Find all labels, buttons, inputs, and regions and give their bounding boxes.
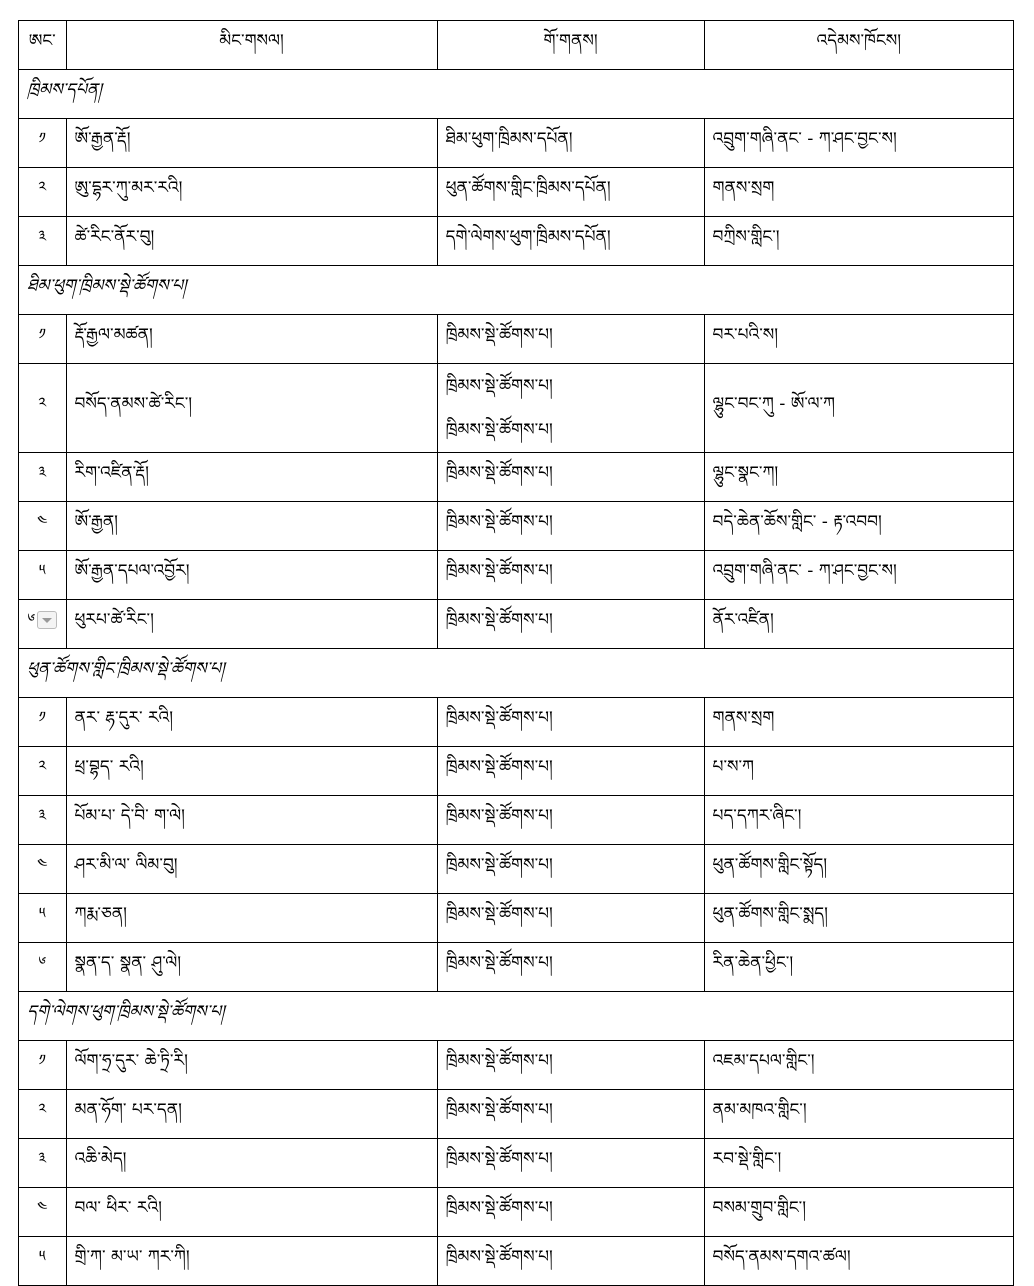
row-position: ཁྲིམས་སྡེ་ཚོགས་པ། [437, 943, 704, 992]
row-position: དགེ་ལེགས་ཕུག་ཁྲིམས་དཔོན། [437, 217, 704, 266]
table-row [19, 1041, 1014, 1090]
row-constituency: པ་ས་ཀ [704, 747, 1013, 796]
row-position: ཁྲིམས་སྡེ་ཚོགས་པ། [437, 1090, 704, 1139]
row-constituency: འབྲུག་གཞི་ནང་ - ཀ་ཤང་བྱང་ས། [704, 119, 1013, 168]
row-position-line: ཁྲིམས་སྡེ་ཚོགས་པ། [445, 420, 553, 440]
row-name: འཆི་མེད། [66, 1139, 437, 1188]
row-position: ཁྲིམས་སྡེ་ཚོགས་པ། [437, 747, 704, 796]
row-position: ཁྲིམས་སྡེ་ཚོགས་པ། [437, 894, 704, 943]
row-number: ༣ [19, 217, 67, 266]
row-constituency: ནམ་མཁའ་གླིང་། [704, 1090, 1013, 1139]
row-name: སྣན་ད་ སྣན་ ཤུ་ལེ། [66, 943, 437, 992]
group-heading-row [19, 70, 1014, 119]
row-number: ༥ [19, 894, 67, 943]
row-position: ཁྲིམས་སྡེ་ཚོགས་པ། [437, 502, 704, 551]
table-row [19, 747, 1014, 796]
row-name: ཨོ་རྒྱན་དཔལ་འབྱོར། [66, 551, 437, 600]
row-number: ༤ [19, 1188, 67, 1237]
row-constituency: རབ་སྡེ་གླིང་། [704, 1139, 1013, 1188]
row-constituency: འབྲུག་གཞི་ནང་ - ཀ་ཤང་བྱང་ས། [704, 551, 1013, 600]
row-constituency: གནས་སྲག [704, 698, 1013, 747]
table-row [19, 217, 1014, 266]
header-position: གོ་གནས། [437, 21, 704, 70]
row-name: ཚེ་རིང་ནོར་བུ། [66, 217, 437, 266]
row-position: ཁྲིམས་སྡེ་ཚོགས་པ། [437, 600, 704, 649]
table-row [19, 168, 1014, 217]
row-position: ཁྲིམས་སྡེ་ཚོགས་པ། [437, 1041, 704, 1090]
group-heading: དགེ་ལེགས་ཕུག་ཁྲིམས་སྡེ་ཚོགས་པ། [19, 992, 1014, 1041]
row-number: ༢ [19, 747, 67, 796]
row-position: ཁྲིམས་སྡེ་ཚོགས་པ། [437, 1237, 704, 1286]
table-row [19, 364, 1014, 453]
row-constituency: འཇམ་དཔལ་གླིང་། [704, 1041, 1013, 1090]
table-row [19, 551, 1014, 600]
table-row [19, 894, 1014, 943]
row-constituency: ལྷུང་སྣང་ཀ། [704, 453, 1013, 502]
row-number: ༣ [19, 453, 67, 502]
row-position: ཁྲིམས་སྡེ་ཚོགས་པ། [437, 845, 704, 894]
group-heading-row [19, 266, 1014, 315]
row-constituency: པད་དཀར་ཞིང་། [704, 796, 1013, 845]
row-number: ༢ [19, 364, 67, 453]
row-number-cell [19, 600, 67, 649]
row-constituency: ཕུན་ཚོགས་གླིང་སྟོད། [704, 845, 1013, 894]
row-position: ཁྲིམས་སྡེ་ཚོགས་པ། [437, 1139, 704, 1188]
row-constituency: ནོར་འཛིན། [704, 600, 1013, 649]
row-position: ཁྲིམས་སྡེ་ཚོགས་པ། [437, 551, 704, 600]
group-heading: ཁྲིམས་དཔོན། [19, 70, 1014, 119]
row-name: ནར་ རྷ་དུར་ རའི། [66, 698, 437, 747]
row-name: ཨུ་དྷར་ཀུ་མར་རའི། [66, 168, 437, 217]
row-number: ༢ [19, 1090, 67, 1139]
row-constituency: གནས་སྲག [704, 168, 1013, 217]
header-constituency: འདེམས་ཁོངས། [704, 21, 1013, 70]
table-row [19, 600, 1014, 649]
row-constituency: ཕུན་ཚོགས་གླིང་སྨད། [704, 894, 1013, 943]
row-name: རྡོ་རྒྱལ་མཚན། [66, 315, 437, 364]
row-name: ཀརྨ་ཅན། [66, 894, 437, 943]
row-name: ཤར་མི་ལ་ ལིམ་བུ། [66, 845, 437, 894]
row-name: ཨོ་རྒྱན་རྡོ། [66, 119, 437, 168]
row-number: ༦ [27, 610, 36, 628]
results-table [18, 20, 1014, 1286]
row-number: ༢ [19, 168, 67, 217]
row-number: ༥ [19, 1237, 67, 1286]
row-position: ཁྲིམས་སྡེ་ཚོགས་པ། [437, 1188, 704, 1237]
row-position: ཁྲིམས་སྡེ་ཚོགས་པ། [437, 796, 704, 845]
row-number: ༦ [19, 943, 67, 992]
row-constituency: རིན་ཆེན་ཕྱིང་། [704, 943, 1013, 992]
row-number: ༥ [19, 551, 67, 600]
table-row [19, 1090, 1014, 1139]
row-constituency: བཀྲིས་གླིང་། [704, 217, 1013, 266]
table-row [19, 796, 1014, 845]
table-row [19, 1237, 1014, 1286]
row-name: མན་ཧོག་ པར་དན། [66, 1090, 437, 1139]
dropdown-icon[interactable] [37, 611, 57, 629]
table-row [19, 502, 1014, 551]
table-row [19, 698, 1014, 747]
row-constituency: བསོད་ནམས་དགའ་ཚལ། [704, 1237, 1013, 1286]
row-constituency: བདེ་ཆེན་ཆོས་གླིང་ - རྟ་འབབ། [704, 502, 1013, 551]
group-heading-row [19, 992, 1014, 1041]
group-heading-row [19, 649, 1014, 698]
header-number: ཨང་ [19, 21, 67, 70]
row-constituency: བར་པའི་ས། [704, 315, 1013, 364]
row-number: ༣ [19, 796, 67, 845]
header-name: མིང་གསལ། [66, 21, 437, 70]
row-name: བསོད་ནམས་ཚེ་རིང་། [66, 364, 437, 453]
table-row [19, 943, 1014, 992]
row-number: ༤ [19, 502, 67, 551]
table-row [19, 1188, 1014, 1237]
row-position [437, 364, 704, 453]
row-name: ཕྲ་བྷད་ རའི། [66, 747, 437, 796]
row-name: ལོག་ཧྲ་དུར་ ཆེ་ཏྲི་རི། [66, 1041, 437, 1090]
row-number: ༤ [19, 845, 67, 894]
header-row [19, 21, 1014, 70]
row-constituency: བསམ་གྲུབ་གླིང་། [704, 1188, 1013, 1237]
row-position: ཕུན་ཚོགས་གླིང་ཁྲིམས་དཔོན། [437, 168, 704, 217]
row-number: ༡ [19, 698, 67, 747]
row-name: རིག་འཛིན་རྡོ། [66, 453, 437, 502]
row-constituency: ལྷུང་བང་ཀུ - ཨོ་ལ་ཀ [704, 364, 1013, 453]
group-heading: ཕུན་ཚོགས་གླིང་ཁྲིམས་སྡེ་ཚོགས་པ། [19, 649, 1014, 698]
table-row [19, 1139, 1014, 1188]
table-row [19, 453, 1014, 502]
row-number: ༡ [19, 119, 67, 168]
row-number: ༡ [19, 1041, 67, 1090]
table-row [19, 119, 1014, 168]
row-number: ༣ [19, 1139, 67, 1188]
row-number: ༡ [19, 315, 67, 364]
table-row [19, 315, 1014, 364]
group-heading: ཐིམ་ཕུག་ཁྲིམས་སྡེ་ཚོགས་པ། [19, 266, 1014, 315]
row-name: ཨོ་རྒྱན། [66, 502, 437, 551]
row-position: ཐིམ་ཕུག་ཁྲིམས་དཔོན། [437, 119, 704, 168]
row-position: ཁྲིམས་སྡེ་ཚོགས་པ། [437, 453, 704, 502]
row-position: ཁྲིམས་སྡེ་ཚོགས་པ། [437, 698, 704, 747]
row-position: ཁྲིམས་སྡེ་ཚོགས་པ། [437, 315, 704, 364]
row-name: བལ་ ཕིར་ རའི། [66, 1188, 437, 1237]
row-name: ཕུརཔ་ཚེ་རིང་། [66, 600, 437, 649]
row-name: པོམ་པ་ དེ་བི་ ག་ལེ། [66, 796, 437, 845]
row-position-line: ཁྲིམས་སྡེ་ཚོགས་པ། [445, 376, 553, 396]
table-row [19, 845, 1014, 894]
row-name: གྲི་ཀ་ མ་ཡ་ ཀར་ཀི། [66, 1237, 437, 1286]
